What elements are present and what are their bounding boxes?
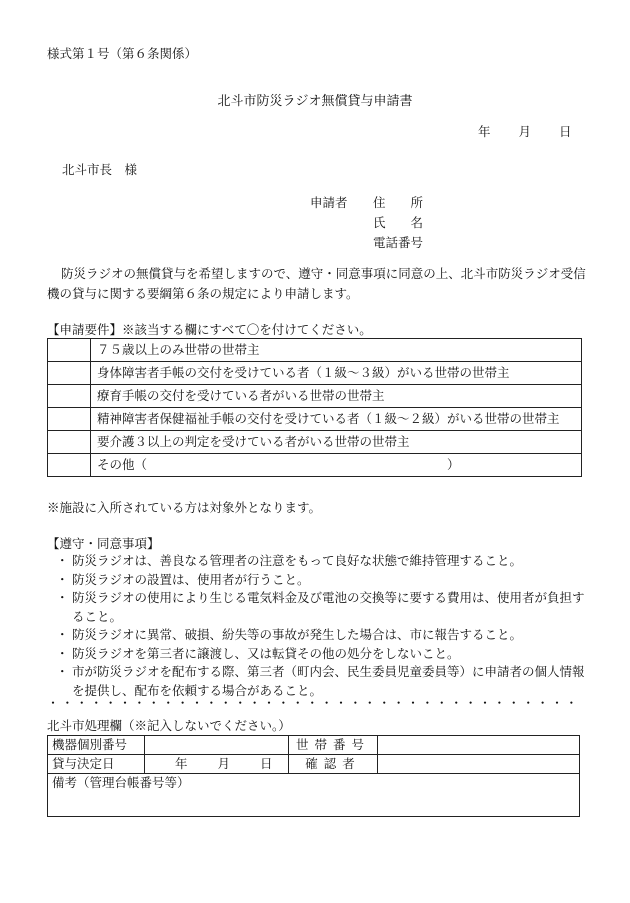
addressee: 北斗市長 様 — [62, 162, 138, 177]
check-cell[interactable] — [48, 385, 91, 408]
check-cell[interactable] — [48, 362, 91, 385]
requirement-item: ７５歳以上のみ世帯の世帯主 — [91, 339, 582, 362]
date-month-label: 月 — [518, 124, 532, 139]
table-row — [48, 431, 582, 454]
date-day-label: 日 — [559, 124, 572, 139]
applicant-fields — [373, 193, 423, 253]
remarks-label: 備考（管理台帳番号等） — [52, 775, 190, 790]
confirmer-cell[interactable] — [378, 755, 580, 774]
agreement-list — [60, 552, 585, 700]
lend-year-label: 年 — [175, 756, 188, 771]
name-field-label[interactable]: 氏 名 — [373, 215, 424, 230]
table-row — [48, 736, 580, 755]
list-item: ・ 防災ラジオは、善良なる管理者の注意をもって良好な状態で維持管理すること。 — [60, 552, 585, 571]
list-item: ・ 市が防災ラジオを配布する際、第三者（町内会、民生委員児童委員等）に申請者の個人情報を提供し、配布を依頼する場合があること。 — [60, 663, 585, 700]
table-row — [48, 408, 582, 431]
device-id-label: 機器個別番号 — [48, 736, 145, 755]
phone-field-label[interactable]: 電話番号 — [373, 235, 424, 250]
table-row — [48, 774, 580, 817]
document-title: 北斗市防災ラジオ無償貸与申請書 — [217, 94, 413, 109]
dotted-divider: ・・・・・・・・・・・・・・・・・・・・・・・・・・・・・・・・・・・・・ — [47, 696, 580, 710]
list-item: ・ 防災ラジオに異常、破損、紛失等の事故が発生した場合は、市に報告すること。 — [60, 626, 585, 645]
date-year-label: 年 — [478, 124, 491, 139]
list-item: ・ 防災ラジオの使用により生じる電気料金及び電池の交換等に要する費用は、使用者が負担すること。 — [60, 589, 585, 626]
list-item: ・ 防災ラジオの設置は、使用者が行うこと。 — [60, 571, 585, 590]
requirement-item: 精神障害者保健福祉手帳の交付を受けている者（１級～２級）がいる世帯の世帯主 — [91, 408, 582, 431]
list-item: ・ 防災ラジオを第三者に譲渡し、又は転貸その他の処分をしないこと。 — [60, 645, 585, 664]
lend-date-label: 貸与決定日 — [48, 755, 145, 774]
intro-text: 防災ラジオの無償貸与を希望しますので、遵守・同意事項に同意の上、北斗市防災ラジオ受信機の貸与に関する要綱第６条の規定により申請します。 — [47, 266, 586, 301]
table-row — [48, 339, 582, 362]
requirements-table — [47, 338, 582, 477]
household-no-cell[interactable] — [378, 736, 580, 755]
check-cell[interactable] — [48, 339, 91, 362]
office-use-title: 北斗市処理欄（※記入しないでください。） — [47, 718, 291, 733]
table-row — [48, 385, 582, 408]
requirement-item-other[interactable]: その他（ ） — [91, 454, 582, 477]
lend-month-label: 月 — [217, 756, 231, 771]
device-id-cell[interactable] — [145, 736, 289, 755]
requirement-item: 身体障害者手帳の交付を受けている者（１級～３級）がいる世帯の世帯主 — [91, 362, 582, 385]
date-line — [478, 122, 572, 140]
form-code: 様式第１号（第６条関係） — [47, 46, 198, 61]
address-field-label[interactable]: 住 所 — [373, 195, 424, 210]
lend-day-label: 日 — [260, 756, 273, 771]
agreement-title: 【遵守・同意事項】 — [47, 536, 160, 551]
household-no-label: 世帯番号 — [289, 736, 378, 755]
facility-note: ※施設に入所されている方は対象外となります。 — [47, 500, 322, 515]
lend-date-cell[interactable] — [145, 755, 289, 774]
table-row — [48, 362, 582, 385]
check-cell[interactable] — [48, 408, 91, 431]
office-use-table — [47, 735, 580, 817]
remarks-cell[interactable] — [48, 774, 580, 817]
check-cell[interactable] — [48, 431, 91, 454]
check-cell[interactable] — [48, 454, 91, 477]
applicant-label: 申請者 — [310, 195, 348, 210]
table-row — [48, 454, 582, 477]
confirmer-label: 確認者 — [289, 755, 378, 774]
requirement-item: 療育手帳の交付を受けている者がいる世帯の世帯主 — [91, 385, 582, 408]
requirements-title: 【申請要件】※該当する欄にすべて〇を付けてください。 — [47, 322, 372, 337]
requirement-item: 要介護３以上の判定を受けている者がいる世帯の世帯主 — [91, 431, 582, 454]
table-row — [48, 755, 580, 774]
